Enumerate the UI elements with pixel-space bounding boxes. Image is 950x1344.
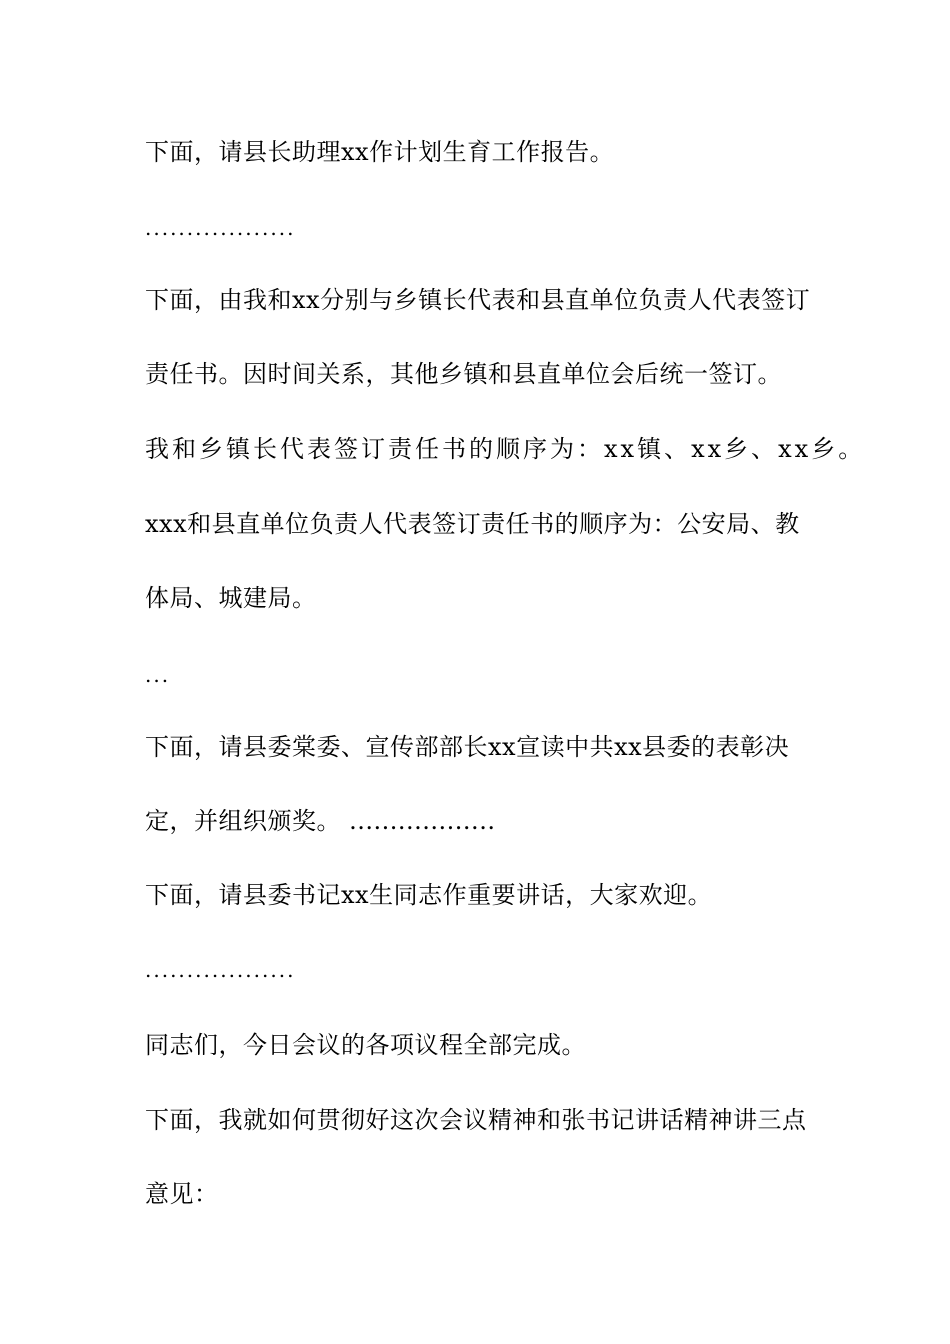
paragraph-line: 同志们，今日会议的各项议程全部完成。 — [145, 1031, 586, 1059]
paragraph-line: xxx和县直单位负责人代表签订责任书的顺序为：公安局、教 — [145, 510, 800, 538]
ellipsis-line: ... — [145, 663, 171, 687]
paragraph-line: 责任书。因时间关系，其他乡镇和县直单位会后统一签订。 — [145, 360, 782, 388]
ellipsis-line: .................. — [145, 958, 296, 982]
paragraph-line: 下面，请县长助理xx作计划生育工作报告。 — [145, 138, 615, 166]
paragraph-line: 体局、城建局。 — [145, 584, 317, 612]
paragraph-line: 下面，请县委棠委、宣传部部长xx宣读中共xx县委的表彰决 — [145, 733, 790, 761]
paragraph-line: 下面，由我和xx分别与乡镇长代表和县直单位负责人代表签订 — [145, 286, 811, 314]
paragraph-line: 下面，请县委书记xx生同志作重要讲话，大家欢迎。 — [145, 881, 713, 909]
paragraph-line: 下面，我就如何贯彻好这次会议精神和张书记讲话精神讲三点 — [145, 1106, 807, 1134]
paragraph-line: 意见： — [145, 1180, 219, 1208]
ellipsis-line: .................. — [145, 216, 296, 240]
paragraph-line: 定，并组织颁奖。 .................. — [145, 807, 496, 835]
paragraph-line: 我和乡镇长代表签订责任书的顺序为：xx镇、xx乡、xx乡。 — [145, 435, 866, 463]
